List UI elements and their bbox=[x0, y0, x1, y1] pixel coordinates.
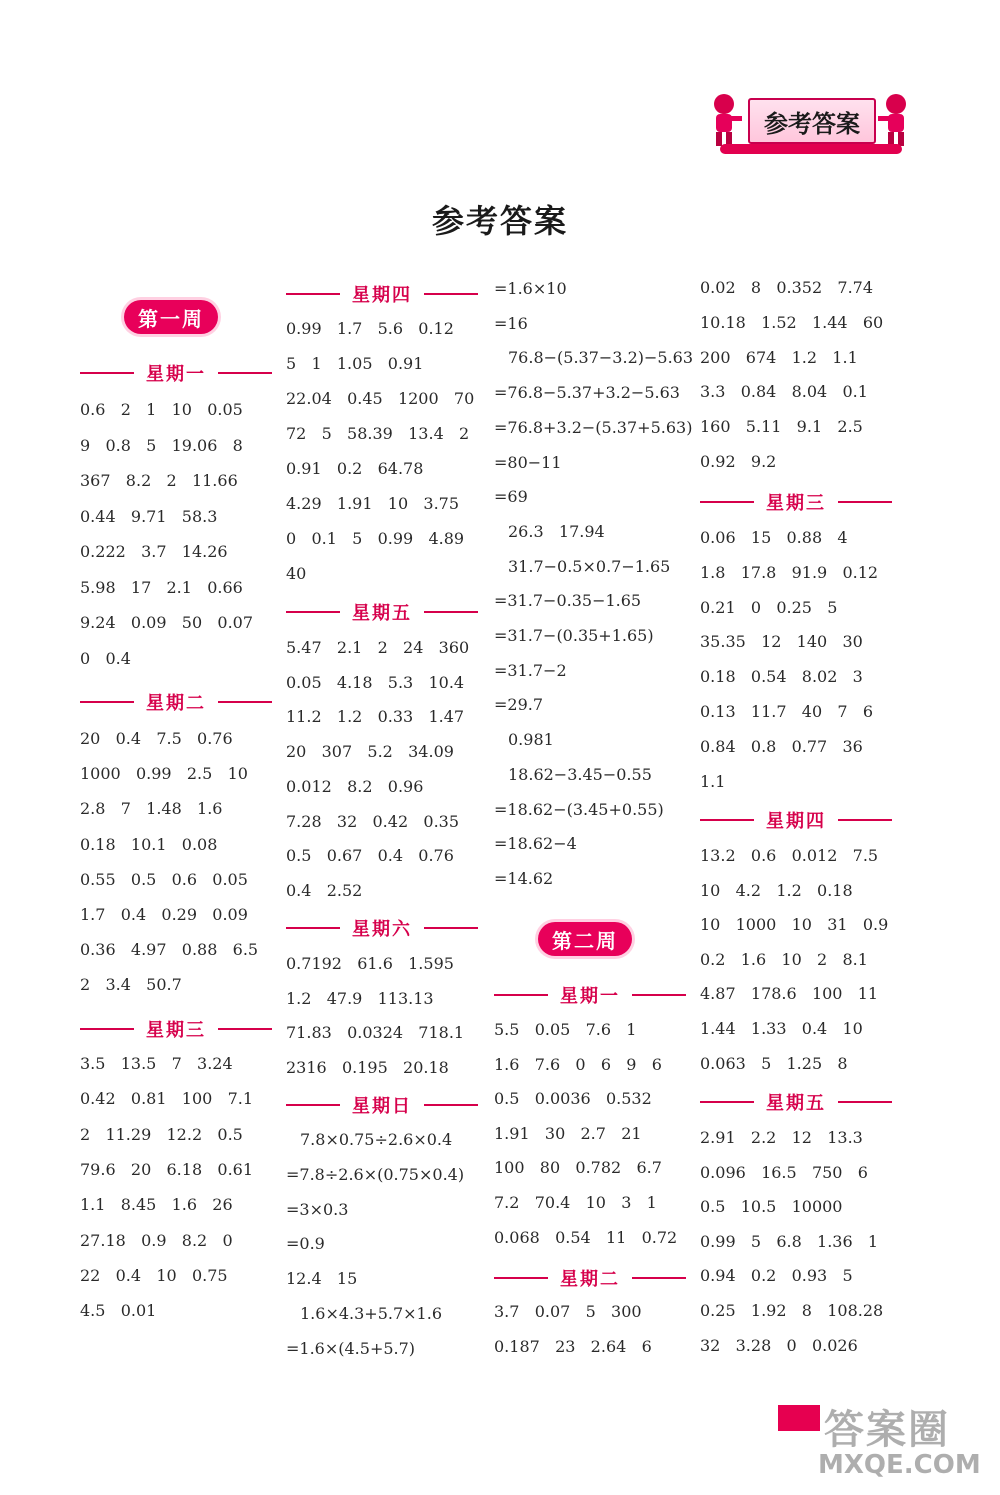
answer-line: 10 1000 10 31 0.9 bbox=[700, 915, 889, 935]
answer-line: 0.13 11.7 40 7 6 bbox=[700, 702, 873, 721]
answer-line: 0.068 0.54 11 0.72 bbox=[494, 1227, 678, 1247]
day-heading bbox=[286, 915, 478, 941]
day-label: 星期一 bbox=[560, 986, 620, 1007]
answer-line: 3.7 0.07 5 300 bbox=[494, 1302, 642, 1321]
answer-line: 0.02 8 0.352 7.74 bbox=[700, 278, 874, 297]
answer-line: =7.8÷2.6×(0.75×0.4) bbox=[286, 1164, 465, 1184]
answer-line: =76.8−5.37+3.2−5.63 bbox=[494, 383, 680, 403]
answer-line: 0.5 0.0036 0.532 bbox=[494, 1089, 652, 1109]
answer-line: 5 1 1.05 0.91 bbox=[286, 354, 424, 373]
divider-line bbox=[838, 819, 892, 821]
day-label: 星期五 bbox=[766, 1093, 826, 1114]
answer-line: 10.18 1.52 1.44 60 bbox=[700, 312, 884, 332]
answer-line: 2 11.29 12.2 0.5 bbox=[80, 1124, 243, 1144]
answer-line: 0.99 5 6.8 1.36 1 bbox=[700, 1231, 879, 1251]
answer-line: 160 5.11 9.1 2.5 bbox=[700, 417, 863, 437]
answer-line: =0.9 bbox=[286, 1234, 325, 1254]
answer-line: 0.18 10.1 0.08 bbox=[80, 834, 218, 854]
day-heading bbox=[286, 1092, 478, 1118]
divider-line bbox=[218, 701, 272, 703]
divider-line bbox=[700, 819, 754, 821]
answer-line: 18.62−3.45−0.55 bbox=[508, 764, 652, 784]
answer-line: 100 80 0.782 6.7 bbox=[494, 1158, 662, 1178]
answer-line: 1.44 1.33 0.4 10 bbox=[700, 1019, 863, 1038]
answer-line: 2 3.4 50.7 bbox=[80, 975, 182, 995]
week-heading: 第二周 bbox=[538, 922, 632, 956]
answer-line: 367 8.2 2 11.66 bbox=[80, 471, 238, 490]
badge-base bbox=[720, 144, 902, 154]
answer-line: 5.47 2.1 2 24 360 bbox=[286, 638, 470, 657]
answer-line: 1.1 8.45 1.6 26 bbox=[80, 1195, 233, 1215]
answer-line: =1.6×(4.5+5.7) bbox=[286, 1338, 416, 1358]
answer-line: 0.05 4.18 5.3 10.4 bbox=[286, 672, 465, 692]
day-heading bbox=[80, 360, 272, 386]
answer-line: =31.7−2 bbox=[494, 660, 567, 680]
answer-line: 9 0.8 5 19.06 8 bbox=[80, 435, 243, 455]
answer-line: 0.92 9.2 bbox=[700, 452, 777, 471]
divider-line bbox=[286, 927, 340, 929]
watermark-line-1: 答案圈 bbox=[824, 1407, 950, 1453]
answer-line: 1.8 17.8 91.9 0.12 bbox=[700, 562, 879, 582]
answer-line: 2316 0.195 20.18 bbox=[286, 1058, 449, 1078]
day-heading bbox=[494, 982, 686, 1008]
answer-line: 1000 0.99 2.5 10 bbox=[80, 764, 248, 784]
answer-line: 5.5 0.05 7.6 1 bbox=[494, 1020, 637, 1039]
day-label: 星期四 bbox=[766, 811, 826, 832]
answer-line: 7.28 32 0.42 0.35 bbox=[286, 811, 460, 831]
answer-line: 2.91 2.2 12 13.3 bbox=[700, 1128, 863, 1147]
answer-line: 1.7 0.4 0.29 0.09 bbox=[80, 905, 248, 924]
answer-line: 0.55 0.5 0.6 0.05 bbox=[80, 869, 248, 889]
answer-line: 40 bbox=[286, 564, 307, 583]
day-label: 星期六 bbox=[352, 919, 412, 940]
divider-line bbox=[286, 1104, 340, 1106]
answer-line: 1.6×4.3+5.7×1.6 bbox=[300, 1304, 442, 1323]
answer-line: 32 3.28 0 0.026 bbox=[700, 1335, 858, 1355]
answer-line: 26.3 17.94 bbox=[508, 521, 605, 541]
answer-line: 0.063 5 1.25 8 bbox=[700, 1053, 848, 1073]
divider-line bbox=[424, 293, 478, 295]
divider-line bbox=[218, 1028, 272, 1030]
answer-line: 0.99 1.7 5.6 0.12 bbox=[286, 319, 454, 338]
answer-line: 0 0.4 bbox=[80, 648, 131, 668]
day-heading bbox=[286, 281, 478, 307]
answer-line: 1.2 47.9 113.13 bbox=[286, 988, 434, 1008]
day-label: 星期二 bbox=[146, 693, 206, 714]
answer-line: 31.7−0.5×0.7−1.65 bbox=[508, 556, 671, 576]
answer-line: 79.6 20 6.18 0.61 bbox=[80, 1159, 254, 1179]
answer-line: 0.44 9.71 58.3 bbox=[80, 506, 218, 526]
day-label: 星期五 bbox=[352, 603, 412, 624]
answer-line: 9.24 0.09 50 0.07 bbox=[80, 613, 254, 632]
answer-line: 0.91 0.2 64.78 bbox=[286, 459, 424, 478]
divider-line bbox=[424, 927, 478, 929]
day-heading bbox=[700, 1089, 892, 1115]
answer-line: 0.18 0.54 8.02 3 bbox=[700, 667, 863, 687]
day-heading bbox=[286, 599, 478, 625]
answer-line: =29.7 bbox=[494, 695, 544, 715]
answer-line: 200 674 1.2 1.1 bbox=[700, 347, 858, 367]
answer-line: 3.5 13.5 7 3.24 bbox=[80, 1054, 233, 1073]
day-heading bbox=[80, 689, 272, 715]
cartoon-figure-right-icon bbox=[878, 92, 912, 148]
answer-line: 10 4.2 1.2 0.18 bbox=[700, 880, 853, 900]
day-heading bbox=[700, 489, 892, 515]
answer-line: 22.04 0.45 1200 70 bbox=[286, 389, 475, 408]
page-title: 参考答案 bbox=[431, 202, 568, 240]
answer-line: 7.2 70.4 10 3 1 bbox=[494, 1193, 657, 1212]
answer-line: 0.06 15 0.88 4 bbox=[700, 528, 848, 547]
answer-line: 0.187 23 2.64 6 bbox=[494, 1336, 652, 1356]
answer-line: 0.7192 61.6 1.595 bbox=[286, 954, 454, 973]
week-heading: 第一周 bbox=[124, 300, 218, 334]
day-heading bbox=[80, 1016, 272, 1042]
answer-line: 76.8−(5.37−3.2)−5.63 bbox=[508, 348, 694, 368]
page-corner-block bbox=[778, 1405, 820, 1431]
answer-line: 0.5 10.5 10000 bbox=[700, 1197, 843, 1217]
answer-line: 71.83 0.0324 718.1 bbox=[286, 1023, 465, 1043]
answer-line: 35.35 12 140 30 bbox=[700, 632, 863, 652]
answer-line: =16 bbox=[494, 313, 528, 333]
answer-line: 20 0.4 7.5 0.76 bbox=[80, 729, 233, 748]
answer-line: 5.98 17 2.1 0.66 bbox=[80, 577, 243, 597]
divider-line bbox=[700, 501, 754, 503]
divider-line bbox=[700, 1101, 754, 1103]
divider-line bbox=[424, 611, 478, 613]
answer-line: 0.981 bbox=[508, 730, 554, 750]
answer-line: 0.222 3.7 14.26 bbox=[80, 542, 228, 561]
answer-line: 1.6 7.6 0 6 9 6 bbox=[494, 1054, 662, 1074]
watermark bbox=[818, 1398, 988, 1478]
answer-line: 0.4 2.52 bbox=[286, 880, 363, 900]
divider-line bbox=[286, 611, 340, 613]
answer-line: 0.2 1.6 10 2 8.1 bbox=[700, 949, 868, 969]
day-heading bbox=[494, 1265, 686, 1291]
divider-line bbox=[838, 501, 892, 503]
divider-line bbox=[838, 1101, 892, 1103]
answer-line: =1.6×10 bbox=[494, 279, 567, 298]
answer-line: 4.5 0.01 bbox=[80, 1301, 157, 1321]
divider-line bbox=[632, 994, 686, 996]
answer-line: =14.62 bbox=[494, 868, 554, 888]
answer-line: 0.096 16.5 750 6 bbox=[700, 1162, 868, 1182]
answer-line: 0.21 0 0.25 5 bbox=[700, 597, 838, 617]
answer-line: 0.5 0.67 0.4 0.76 bbox=[286, 846, 454, 866]
answer-line: 11.2 1.2 0.33 1.47 bbox=[286, 707, 465, 727]
badge-card: 参考答案 bbox=[748, 98, 876, 144]
answer-line: =3×0.3 bbox=[286, 1199, 349, 1219]
answer-badge bbox=[706, 92, 916, 160]
answer-line: 12.4 15 bbox=[286, 1269, 358, 1289]
answer-line: 4.29 1.91 10 3.75 bbox=[286, 494, 460, 513]
answer-line: 1.1 bbox=[700, 771, 726, 791]
answer-line: 0.25 1.92 8 108.28 bbox=[700, 1301, 884, 1320]
answer-line: =18.62−(3.45+0.55) bbox=[494, 799, 664, 819]
watermark-line-2: MXQE.COM bbox=[818, 1450, 981, 1480]
answer-line: =69 bbox=[494, 487, 528, 507]
answer-line: 0.84 0.8 0.77 36 bbox=[700, 736, 863, 756]
divider-line bbox=[424, 1104, 478, 1106]
answer-line: 1.91 30 2.7 21 bbox=[494, 1123, 642, 1143]
answer-line: 0.6 2 1 10 0.05 bbox=[80, 400, 243, 419]
divider-line bbox=[494, 994, 548, 996]
answer-line: 0.012 8.2 0.96 bbox=[286, 776, 424, 796]
divider-line bbox=[286, 293, 340, 295]
day-label: 星期日 bbox=[352, 1096, 412, 1117]
answer-line: 72 5 58.39 13.4 2 bbox=[286, 424, 470, 443]
divider-line bbox=[80, 1028, 134, 1030]
day-label: 星期四 bbox=[352, 285, 412, 306]
divider-line bbox=[494, 1277, 548, 1279]
divider-line bbox=[218, 372, 272, 374]
answer-line: 13.2 0.6 0.012 7.5 bbox=[700, 846, 879, 865]
day-label: 星期二 bbox=[560, 1269, 620, 1290]
answer-line: 22 0.4 10 0.75 bbox=[80, 1265, 228, 1285]
answer-line: =80−11 bbox=[494, 452, 562, 472]
answer-line: =18.62−4 bbox=[494, 834, 577, 854]
answer-line: 0.94 0.2 0.93 5 bbox=[700, 1266, 853, 1286]
day-label: 星期三 bbox=[146, 1020, 206, 1041]
answer-line: =76.8+3.2−(5.37+5.63) bbox=[494, 417, 693, 437]
answer-line: =31.7−0.35−1.65 bbox=[494, 591, 642, 611]
answer-line: =31.7−(0.35+1.65) bbox=[494, 626, 654, 645]
answer-line: 4.87 178.6 100 11 bbox=[700, 984, 879, 1004]
day-label: 星期一 bbox=[146, 364, 206, 385]
cartoon-figure-left-icon bbox=[708, 92, 742, 148]
answer-line: 0.36 4.97 0.88 6.5 bbox=[80, 940, 259, 960]
answer-line: 27.18 0.9 8.2 0 bbox=[80, 1230, 233, 1250]
answer-line: 0.42 0.81 100 7.1 bbox=[80, 1089, 254, 1109]
divider-line bbox=[80, 701, 134, 703]
day-heading bbox=[700, 807, 892, 833]
answer-line: 20 307 5.2 34.09 bbox=[286, 742, 454, 762]
answer-line: 2.8 7 1.48 1.6 bbox=[80, 799, 223, 819]
divider-line bbox=[80, 372, 134, 374]
answer-line: 0 0.1 5 0.99 4.89 bbox=[286, 529, 465, 548]
day-label: 星期三 bbox=[766, 493, 826, 514]
answer-line: 7.8×0.75÷2.6×0.4 bbox=[300, 1130, 453, 1149]
divider-line bbox=[632, 1277, 686, 1279]
answer-line: 3.3 0.84 8.04 0.1 bbox=[700, 382, 868, 402]
